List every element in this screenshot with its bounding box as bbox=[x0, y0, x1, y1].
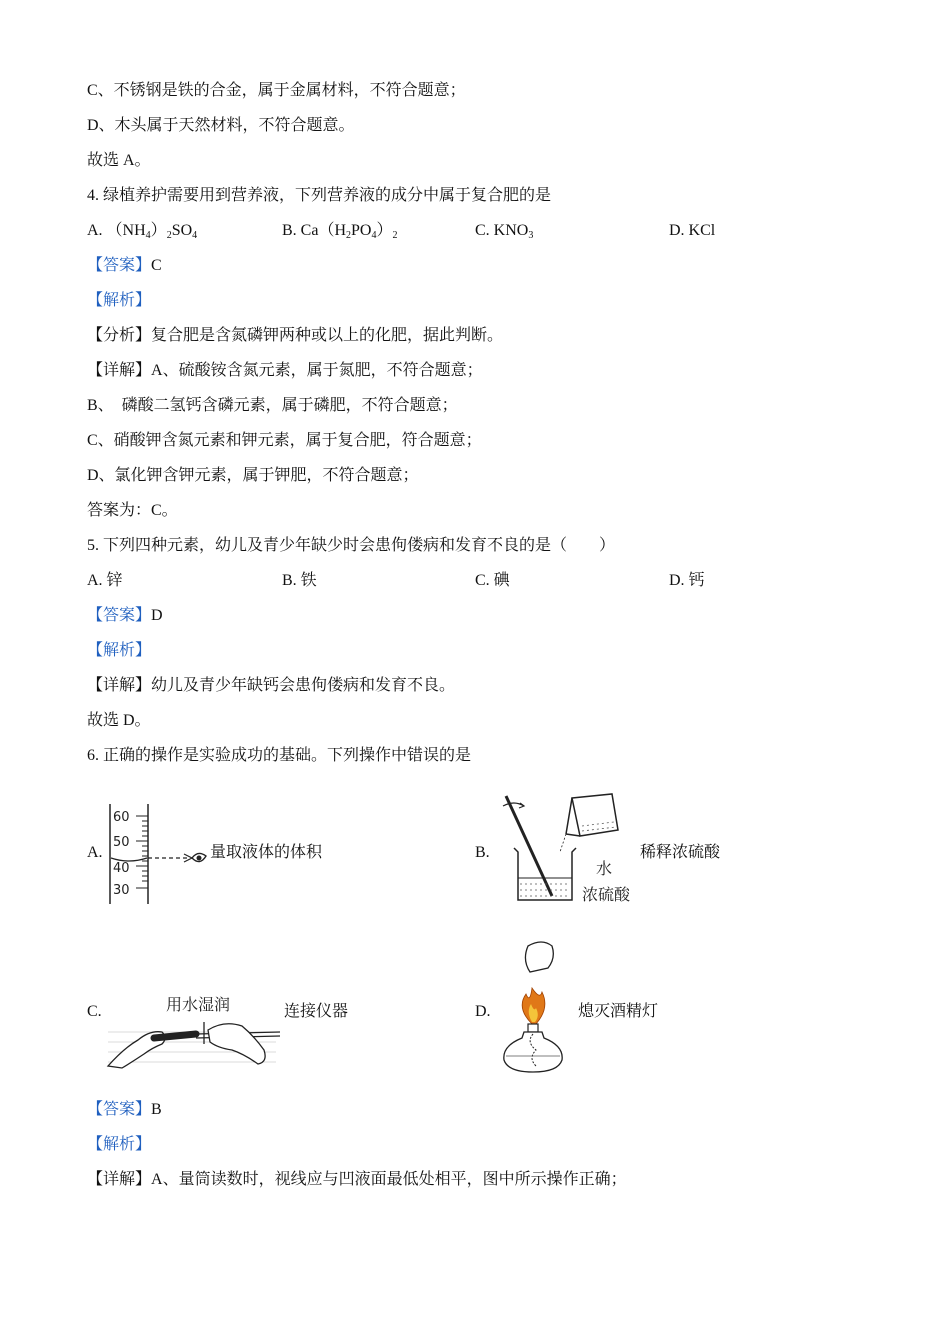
q4-option-a: A. $(NH_4)_2SO_4$ bbox=[87, 222, 198, 241]
water-label: 水 bbox=[596, 859, 613, 878]
q6-detail-a: 【详解】A、量筒读数时，视线应与凹液面最低处相平，图中所示操作正确； bbox=[87, 1171, 627, 1188]
q6-option-d-letter: D. bbox=[475, 1003, 491, 1020]
tick-label: 60 bbox=[113, 810, 130, 825]
question-6-stem: 6. 正确的操作是实验成功的基础。下列操作中错误的是 bbox=[87, 747, 472, 764]
q4-option-b: B. $Ca(H_2PO_4)_2$ bbox=[282, 222, 398, 241]
text-line: C、不锈钢是铁的合金，属于金属材料，不符合题意； bbox=[87, 82, 466, 99]
question-4-stem: 4. 绿植养护需要用到营养液，下列营养液的成分中属于复合肥的是 bbox=[87, 187, 552, 204]
alcohol-lamp-figure bbox=[498, 938, 568, 1078]
q4-conclusion: 答案为：C。 bbox=[87, 502, 178, 519]
q5-detail: 【详解】幼儿及青少年缺钙会患佝偻病和发育不良。 bbox=[87, 677, 456, 694]
connect-apparatus-figure bbox=[104, 992, 280, 1072]
wet-label: 用水湿润 bbox=[166, 995, 231, 1014]
tick-label: 40 bbox=[113, 861, 130, 876]
q6-analysis-tag: 【解析】 bbox=[87, 1136, 152, 1153]
q4-detail-b: B、 磷酸二氢钙含磷元素，属于磷肥，不符合题意； bbox=[87, 397, 458, 414]
tick-label: 50 bbox=[113, 835, 130, 850]
q5-option-c: C. 碘 bbox=[475, 572, 510, 589]
q4-option-d: D. KCl bbox=[669, 222, 716, 239]
graduated-cylinder-figure bbox=[104, 804, 214, 906]
q5-option-a: A. 锌 bbox=[87, 572, 123, 589]
text-line: 故选 A。 bbox=[87, 152, 151, 169]
q6-option-b-text: 稀释浓硫酸 bbox=[640, 844, 721, 861]
q5-analysis-tag: 【解析】 bbox=[87, 642, 152, 659]
text-line: D、木头属于天然材料，不符合题意。 bbox=[87, 117, 355, 134]
q6-option-b-letter: B. bbox=[475, 844, 490, 861]
tick-label: 30 bbox=[113, 883, 130, 898]
q4-analysis-tag: 【解析】 bbox=[87, 292, 152, 309]
flame-icon bbox=[522, 988, 545, 1024]
q4-detail-d: D、氯化钾含钾元素，属于钾肥，不符合题意； bbox=[87, 467, 419, 484]
dilute-acid-figure bbox=[500, 792, 640, 906]
q5-answer: 【答案】D bbox=[87, 607, 163, 624]
q5-option-d: D. 钙 bbox=[669, 572, 705, 589]
conc-acid-label: 浓硫酸 bbox=[582, 885, 631, 904]
q4-answer: 【答案】C bbox=[87, 257, 162, 274]
q5-option-b: B. 铁 bbox=[282, 572, 317, 589]
q6-option-c-letter: C. bbox=[87, 1003, 102, 1020]
q4-option-c: C. $KNO_3$ bbox=[475, 222, 534, 241]
q4-fenxi: 【分析】复合肥是含氮磷钾两种或以上的化肥，据此判断。 bbox=[87, 327, 504, 344]
q4-detail-a: 【详解】A、硫酸铵含氮元素，属于氮肥，不符合题意； bbox=[87, 362, 483, 379]
question-5-stem: 5. 下列四种元素，幼儿及青少年缺少时会患佝偻病和发育不良的是（ ） bbox=[87, 537, 616, 554]
q4-detail-c: C、硝酸钾含氮元素和钾元素，属于复合肥，符合题意； bbox=[87, 432, 482, 449]
q6-option-d-text: 熄灭酒精灯 bbox=[578, 1003, 659, 1020]
q5-conclusion: 故选 D。 bbox=[87, 712, 151, 729]
q6-option-c-text: 连接仪器 bbox=[284, 1003, 349, 1020]
eye-icon bbox=[192, 853, 206, 861]
q6-option-a-letter: A. bbox=[87, 844, 103, 861]
q6-answer: 【答案】B bbox=[87, 1101, 162, 1118]
q6-option-a-text: 量取液体的体积 bbox=[210, 844, 323, 861]
